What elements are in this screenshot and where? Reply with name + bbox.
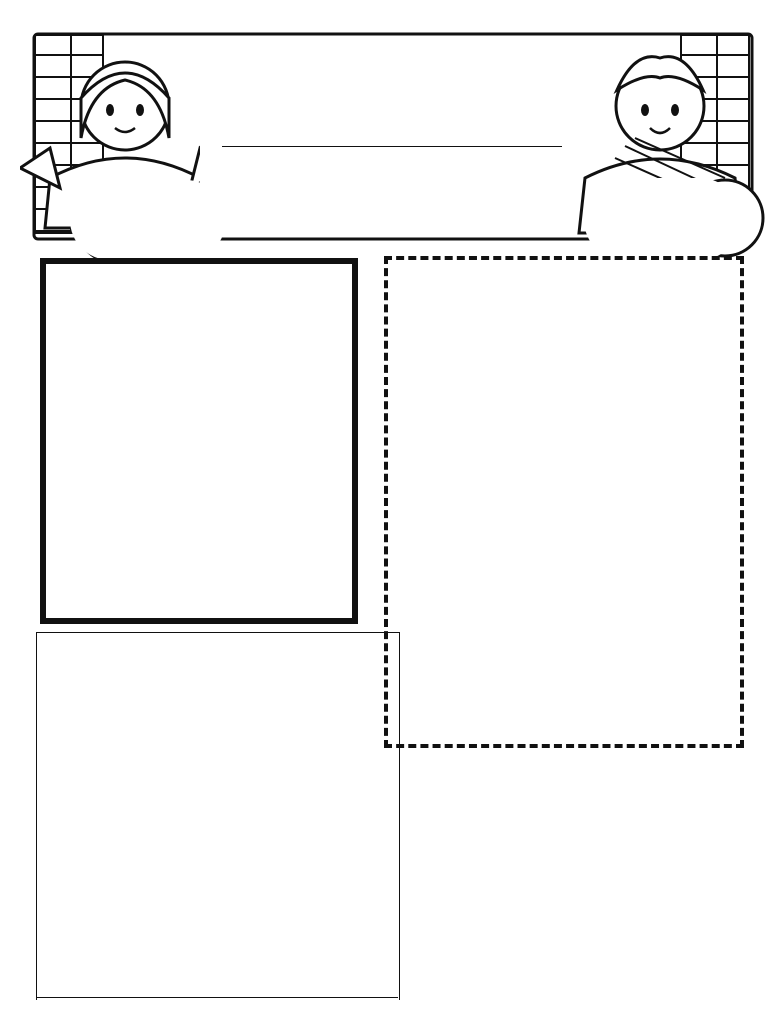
right-bubble-cloud [584, 178, 740, 260]
title-panel [200, 40, 572, 220]
events-homework-box [384, 256, 744, 748]
reported-by-line [222, 146, 562, 147]
reminder-box [36, 632, 400, 1000]
ask-me-about-box [40, 258, 358, 624]
reminder-box-bottom-border [36, 997, 398, 998]
